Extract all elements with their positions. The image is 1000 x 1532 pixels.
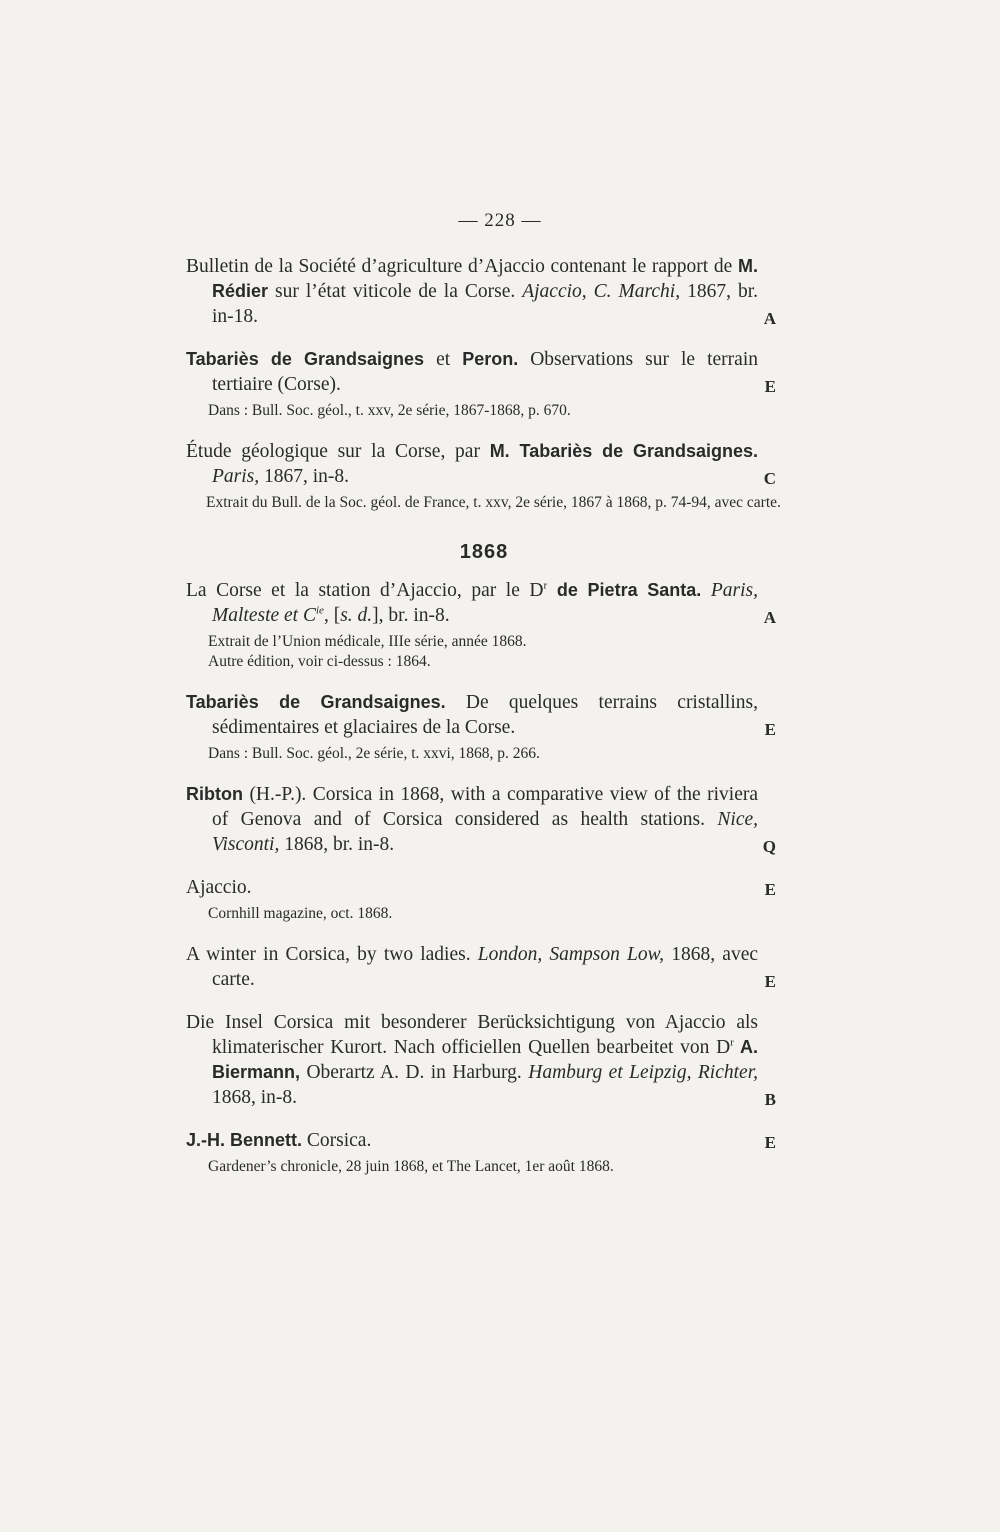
- author-name: Tabariès de Grandsaignes: [186, 349, 425, 369]
- entry-text: Étude géologique sur la Corse, par M. Tabariès de Grandsaignes. Paris, 1867, in-8.: [186, 441, 758, 487]
- entry-note: Dans : Bull. Soc. géol., t. xxv, 2e série, 1867-1868, p. 670.: [208, 402, 571, 419]
- entry-text: Ribton (H.-P.). Corsica in 1868, with a comparative view of the riviera of Genova and of Corsica considered as health stations. Nice, Visconti, 1868, br. in-8.: [186, 784, 758, 855]
- publisher: Nice, Visconti,: [212, 809, 758, 855]
- entry-text: Ajaccio.: [186, 877, 252, 898]
- author-name: Peron.: [462, 349, 519, 369]
- library-code: B: [764, 1090, 776, 1109]
- entry-note: Extrait de l’Union médicale, IIIe série, année 1868.: [208, 633, 527, 650]
- entry-note: Autre édition, voir ci-dessus : 1864.: [208, 653, 431, 670]
- library-code: E: [764, 972, 776, 991]
- entry-note: Extrait du Bull. de la Soc. géol. de France, t. xxv, 2e série, 1867 à 1868, p. 74-94, avec carte.: [206, 494, 781, 511]
- library-code: Q: [762, 837, 776, 856]
- bibliography-entry: [186, 942, 782, 992]
- publisher: Hamburg et Leipzig, Richter,: [528, 1062, 758, 1083]
- entry-text: La Corse et la station d’Ajaccio, par le $D^r$ de Pietra Santa. Paris, Malteste et $C^{ie}$, [s. d.], br. in-8.: [186, 579, 758, 626]
- bibliography-entry: [186, 439, 782, 513]
- publisher: Paris,: [212, 466, 260, 487]
- publisher: Paris, Malteste et C: [212, 580, 758, 626]
- entry-text: Tabariès de Grandsaignes et Peron. Observations sur le terrain tertiaire (Corse).: [186, 349, 758, 395]
- year-heading: 1868: [459, 541, 509, 563]
- library-code: E: [764, 1133, 776, 1152]
- bibliography-entry: [186, 690, 782, 764]
- bibliography-entry: [186, 782, 782, 857]
- author-name: J.-H. Bennett.: [186, 1130, 303, 1150]
- entry-note: Gardener’s chronicle, 28 juin 1868, et The Lancet, 1er août 1868.: [208, 1158, 614, 1175]
- author-name: Tabariès de Grandsaignes.: [186, 692, 446, 712]
- bibliography-entry: [186, 875, 782, 924]
- author-name: A. Biermann,: [212, 1037, 758, 1082]
- author-name: Ribton: [186, 784, 243, 804]
- entry-text: J.-H. Bennett. Corsica.: [186, 1130, 372, 1151]
- entry-text: Tabariès de Grandsaignes. De quelques terrains cristallins, sédimentaires et glaciaires de la Corse.: [186, 692, 758, 738]
- author-name: M. Rédier: [212, 256, 758, 301]
- library-code: A: [763, 309, 776, 328]
- publisher: London, Sampson Low,: [477, 944, 665, 965]
- page-number: — 228 —: [458, 210, 542, 231]
- bibliography-page: [186, 254, 782, 1195]
- library-code: E: [764, 720, 776, 739]
- library-code: E: [764, 377, 776, 396]
- entry-text: A winter in Corsica, by two ladies. London, Sampson Low, 1868, avec carte.: [186, 944, 759, 990]
- author-name: de Pietra Santa.: [547, 580, 702, 600]
- entry-text: Bulletin de la Société d’agriculture d’Ajaccio contenant le rapport de M. Rédier sur l’état viticole de la Corse. Ajaccio, C. Marchi, 1867, br. in-18.: [186, 256, 759, 327]
- library-code: A: [763, 608, 776, 627]
- entry-note: Cornhill magazine, oct. 1868.: [208, 905, 393, 922]
- entry-note: Dans : Bull. Soc. géol., 2e série, t. xxvi, 1868, p. 266.: [208, 745, 540, 762]
- author-name: M. Tabariès de Grandsaignes.: [489, 441, 758, 461]
- bibliography-entry: [186, 578, 782, 672]
- library-code: C: [763, 469, 776, 488]
- publisher: Ajaccio, C. Marchi,: [522, 281, 681, 302]
- bibliography-entry: [186, 254, 782, 329]
- bibliography-entry: [186, 1010, 782, 1110]
- entry-text: Die Insel Corsica mit besonderer Berücksichtigung von Ajaccio als klimaterischer Kurort. Nach officiellen Quellen bearbeitet von $D^r$ A. Biermann, Oberartz A. D. in Harburg. Hamburg et Leipzig, Richter, 1868, in-8.: [186, 1012, 758, 1108]
- library-code: E: [764, 880, 776, 899]
- bibliography-entry: [186, 1128, 782, 1177]
- bibliography-entry: [186, 347, 782, 421]
